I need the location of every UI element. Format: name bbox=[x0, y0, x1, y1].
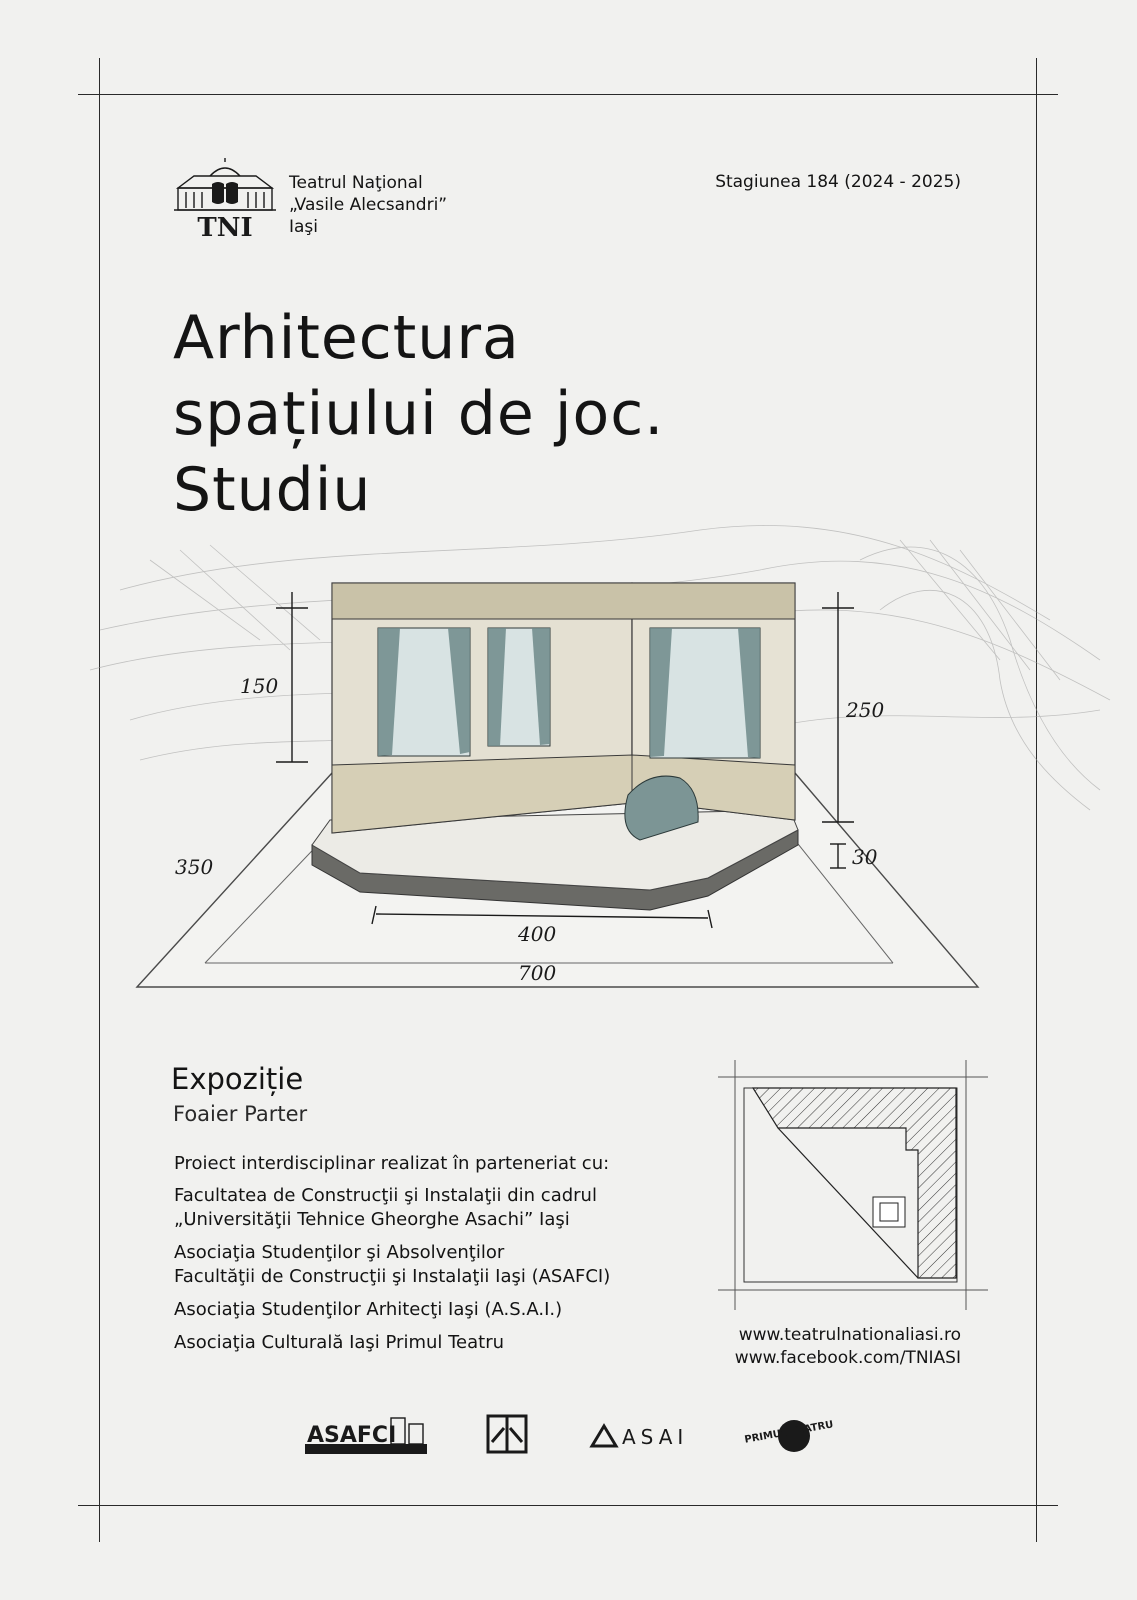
title-line: Studiu bbox=[173, 455, 372, 525]
primul-teatru-logo bbox=[742, 1410, 835, 1458]
partner-item bbox=[174, 1298, 714, 1322]
dim-depth: 350 bbox=[175, 855, 214, 879]
tni-logo bbox=[172, 158, 278, 243]
partner-line: „Universităţii Tehnice Gheorghe Asachi” Iaşi bbox=[174, 1209, 570, 1230]
dim-stage-width: 400 bbox=[518, 922, 557, 946]
exhibition-location: Foaier Parter bbox=[173, 1102, 308, 1126]
partner-line: Facultăţii de Construcţii şi Instalaţii Iaşi (ASAFCI) bbox=[174, 1266, 611, 1287]
partner-item bbox=[174, 1331, 714, 1355]
facebook-link[interactable]: www.facebook.com/TNIASI bbox=[734, 1348, 961, 1368]
exhibition-label: Expoziție bbox=[171, 1062, 304, 1096]
theatre-name bbox=[289, 172, 447, 238]
theatre-name-line: „Vasile Alecsandri” bbox=[289, 195, 448, 215]
page-title bbox=[173, 300, 664, 528]
dim-right-height: 250 bbox=[846, 698, 885, 722]
partners-intro: Proiect interdisciplinar realizat în parteneriat cu: bbox=[174, 1153, 610, 1174]
floor-plan-drawing bbox=[718, 1060, 988, 1310]
partner-line: Asociaţia Culturală Iaşi Primul Teatru bbox=[174, 1332, 505, 1353]
stage-set-drawing bbox=[0, 500, 1137, 1020]
season-label: Stagiunea 184 (2024 - 2025) bbox=[715, 172, 961, 192]
frame-top-rule bbox=[78, 94, 1058, 95]
faculty-logo bbox=[486, 1414, 528, 1454]
asafci-logo bbox=[305, 1412, 427, 1456]
asafci-logo-text: ASAFCI bbox=[307, 1423, 397, 1448]
partner-item bbox=[174, 1184, 714, 1232]
tni-logo-text: TNI bbox=[197, 213, 253, 243]
contact-links bbox=[735, 1324, 961, 1370]
primul-teatru-logo-text: PRIMUL TEATRU bbox=[743, 1419, 835, 1446]
partner-line: Facultatea de Construcţii şi Instalaţii din cadrul bbox=[174, 1185, 597, 1206]
partner-line: Asociaţia Studenţilor Arhitecţi Iaşi (A.S.A.I.) bbox=[174, 1299, 563, 1320]
dim-left-height: 150 bbox=[240, 674, 279, 698]
partner-item bbox=[174, 1241, 714, 1289]
theatre-name-line: Teatrul Naţional bbox=[289, 173, 423, 193]
title-line: spațiului de joc. bbox=[173, 379, 665, 449]
partners-list bbox=[174, 1152, 714, 1364]
frame-bottom-rule bbox=[78, 1505, 1058, 1506]
dim-platform-height: 30 bbox=[852, 845, 878, 869]
asai-logo-text: ASAI bbox=[622, 1425, 689, 1449]
theatre-name-line: Iaşi bbox=[289, 217, 319, 237]
title-line: Arhitectura bbox=[173, 303, 520, 373]
dim-floor-width: 700 bbox=[518, 961, 557, 985]
asai-logo bbox=[590, 1424, 694, 1448]
partner-line: Asociaţia Studenţilor şi Absolvenţilor bbox=[174, 1242, 505, 1263]
website-link[interactable]: www.teatrulnationaliasi.ro bbox=[738, 1325, 961, 1345]
